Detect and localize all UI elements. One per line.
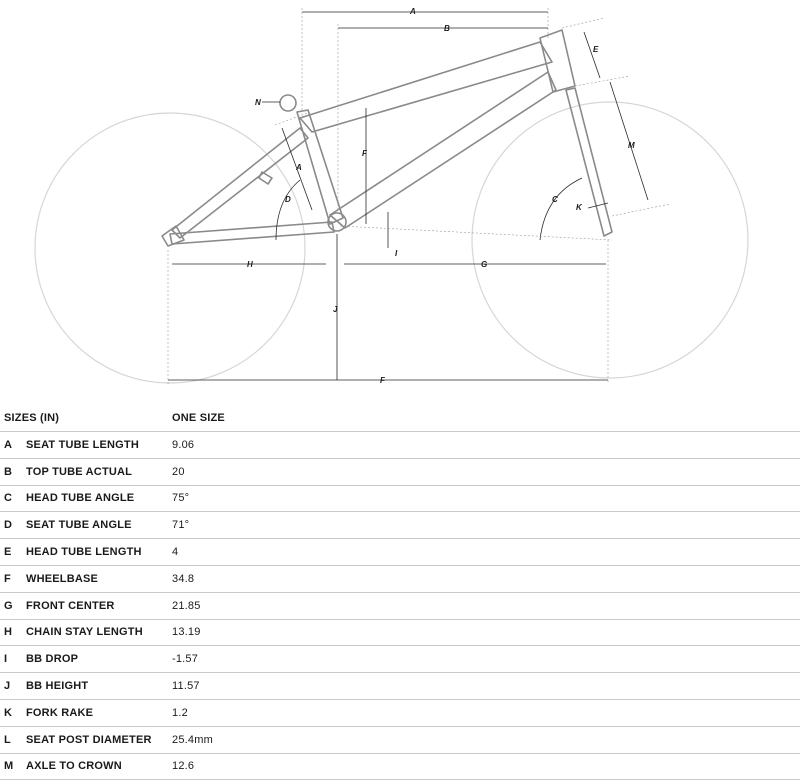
row-key: I [4,653,8,666]
mark-i: I [395,249,398,258]
table-row-j [0,673,800,700]
row-key: E [4,546,12,559]
row-value: 9.06 [172,438,195,451]
row-value: 75° [172,492,190,505]
row-value: 13.19 [172,626,201,639]
mark-e: E [593,45,599,54]
dimension-lines [168,8,670,384]
row-key: K [4,706,13,719]
row-value: -1.57 [172,653,199,666]
mark-n: N [255,98,261,107]
table-row-b [0,459,800,486]
mark-f-wheelbase: F [380,376,385,385]
mark-g: G [481,260,488,269]
sizes-table [0,405,800,780]
row-label: BB HEIGHT [26,680,89,693]
row-key: B [4,465,13,478]
row-label: HEAD TUBE LENGTH [26,546,142,559]
row-key: A [4,438,13,451]
row-key: J [4,680,11,693]
row-key: D [4,519,13,532]
row-label: BB DROP [26,653,79,666]
row-key: L [4,733,11,746]
mark-k: K [576,203,582,212]
mark-d: D [285,195,291,204]
row-value: 34.8 [172,572,195,585]
row-label: AXLE TO CROWN [26,760,122,773]
mark-f-vertical: F [362,149,367,158]
dimension-marks [247,7,635,385]
row-value: 71° [172,519,190,532]
row-value: 1.2 [172,706,188,719]
row-label: WHEELBASE [26,572,99,585]
mark-a-seat: A [296,163,302,172]
sizes-table-header [0,405,800,432]
row-value: 12.6 [172,760,195,773]
row-label: FRONT CENTER [26,599,115,612]
table-row-c [0,486,800,513]
mark-a-top: A [410,7,416,16]
one-size-header: ONE SIZE [172,412,225,424]
table-row-e [0,539,800,566]
row-key: C [4,492,13,505]
row-key: F [4,572,11,585]
sizes-header-label: SIZES (IN) [4,412,60,424]
row-key: M [4,760,14,773]
mark-h: H [247,260,253,269]
mark-j: J [333,305,338,314]
table-row-l [0,727,800,754]
sizes-table-body [0,432,800,780]
table-row-g [0,593,800,620]
mark-b: B [444,24,450,33]
row-label: SEAT TUBE LENGTH [26,438,139,451]
table-row-d [0,512,800,539]
row-value: 11.57 [172,680,200,693]
row-label: TOP TUBE ACTUAL [26,465,133,478]
table-row-f [0,566,800,593]
table-row-k [0,700,800,727]
row-label: CHAIN STAY LENGTH [26,626,143,639]
rear-wheel [35,113,305,383]
row-label: FORK RAKE [26,706,94,719]
row-value: 4 [172,546,179,559]
row-key: G [4,599,13,612]
table-row-i [0,646,800,673]
row-key: H [4,626,13,639]
front-wheel [472,102,748,378]
row-value: 21.85 [172,599,201,612]
mark-c: C [552,195,558,204]
row-label: SEAT TUBE ANGLE [26,519,132,532]
row-value: 25.4mm [172,733,213,746]
table-row-a [0,432,800,459]
row-value: 20 [172,465,185,478]
table-row-h [0,620,800,647]
row-label: SEAT POST DIAMETER [26,733,152,746]
row-label: HEAD TUBE ANGLE [26,492,135,505]
seat-post-circle [280,95,296,111]
mark-m: M [628,141,635,150]
bike-frame [162,30,612,246]
